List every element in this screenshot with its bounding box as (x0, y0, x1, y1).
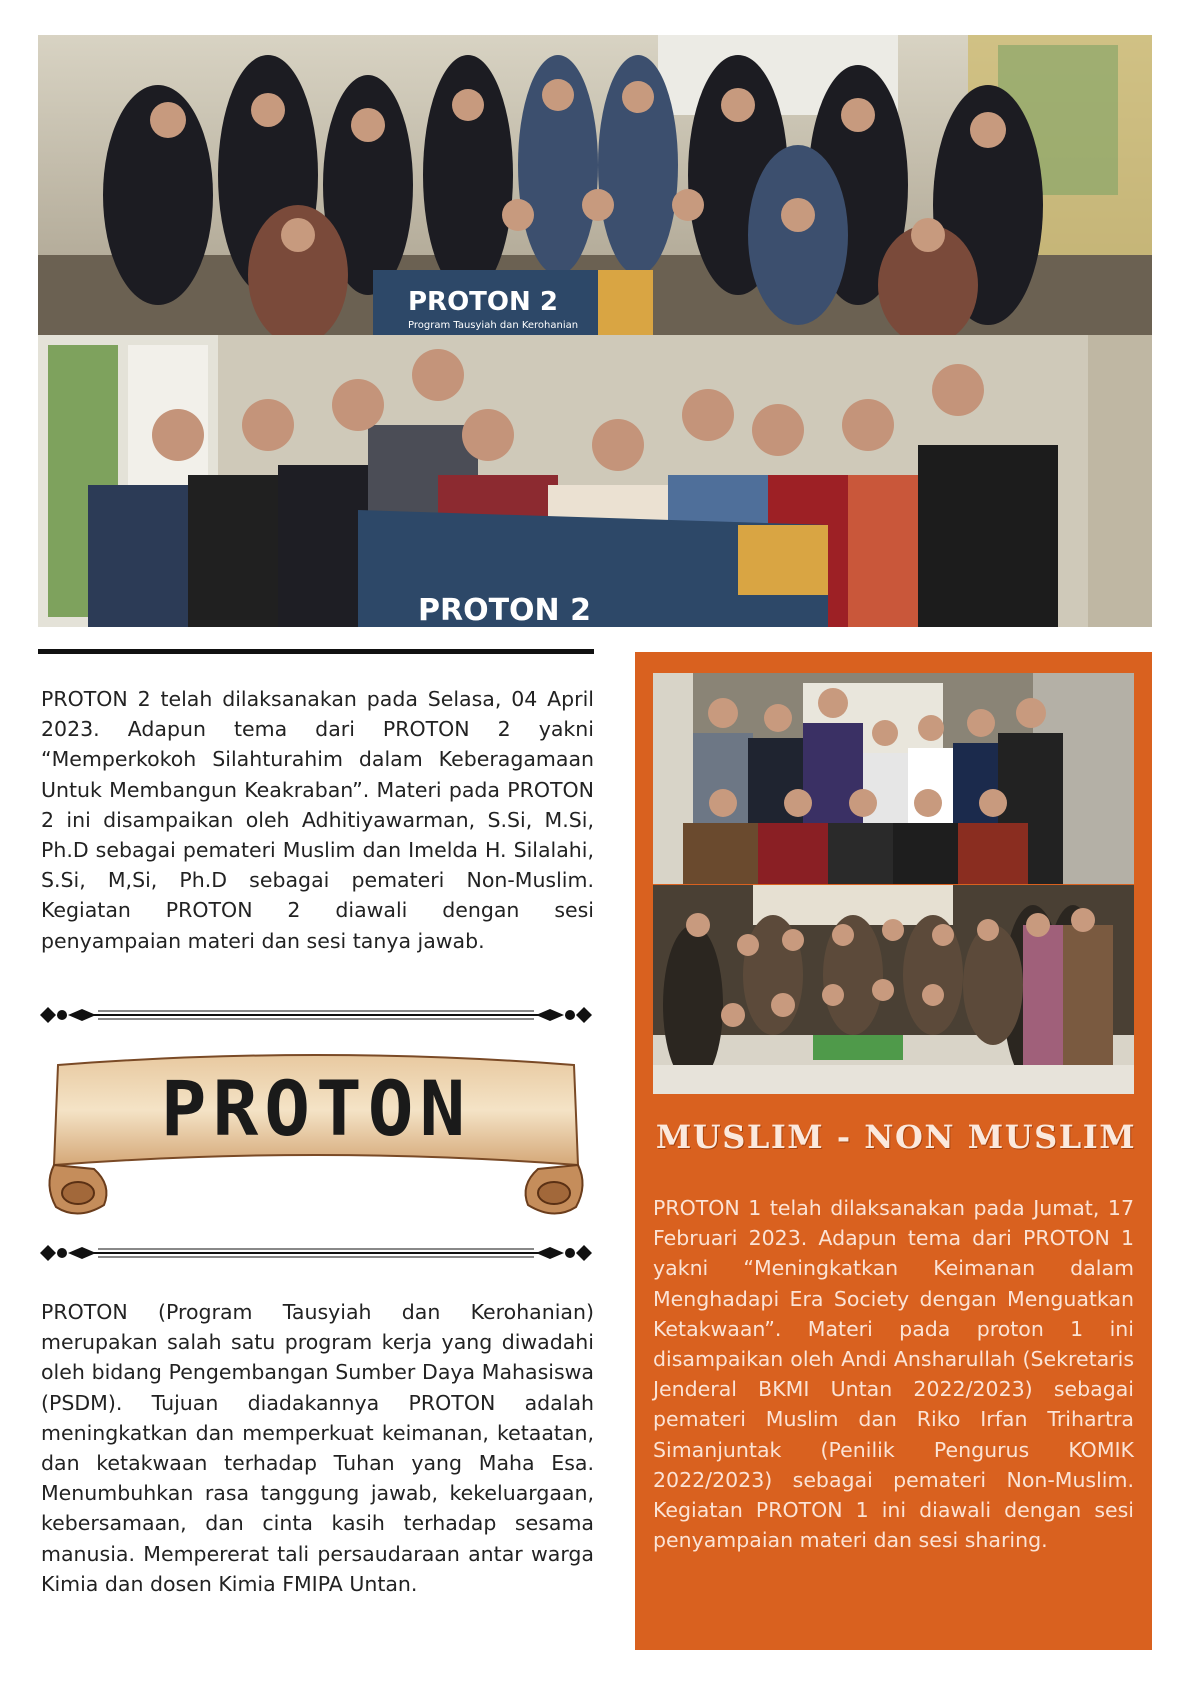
group-photo-proton1-a (653, 673, 1134, 884)
photo-banner-text-bottom: PROTON 2 (418, 593, 591, 627)
photo-banner-subtitle-top: Program Tausyiah dan Kerohanian (408, 320, 579, 331)
proton-scroll-banner (38, 1045, 594, 1225)
article-proton1: PROTON 1 telah dilaksanakan pada Jumat, 17 Februari 2023. Adapun tema dari PROTON 1 yakni “Meningkatkan Keimanan dalam Menghadapi Era Society dengan Menguatkan Ketakwaan”. Materi pada proton 1 ini disampaikan oleh Andi Ansharullah (Sekretaris Jenderal BKMI Untan 2022/2023) sebagai pemateri Muslim dan Riko Irfan Trihartra Simanjuntak (Penilik Pengurus KOMIK 2022/2023) sebagai pemateri Non-Muslim. Kegiatan PROTON 1 ini diawali dengan sesi penyampaian materi dan sesi sharing. (653, 1196, 1134, 1553)
group-photo-proton2-a (38, 35, 1152, 335)
article-proton-intro: PROTON (Program Tausyiah dan Kerohanian) merupakan salah satu program kerja yang diwadahi oleh bidang Pengembangan Sumber Daya Mahasiswa (PSDM). Tujuan diadakannya PROTON adalah meningkatkan dan memperkuat keimanan, ketaatan, dan ketakwaan terhadap Tuhan yang Maha Esa. Menumbuhkan rasa tanggung jawab, kekeluargaan, kebersamaan, dan cinta kasih terhadap sesama manusia. Mempererat tali persaudaraan antar warga Kimia dan dosen Kimia FMIPA Untan. (41, 1300, 594, 1596)
section-rule (38, 649, 594, 654)
ornament-divider-top (38, 1003, 594, 1027)
ornament-divider-bottom (38, 1241, 594, 1265)
photo-banner-text-top: PROTON 2 (408, 287, 558, 317)
scroll-banner-title: PROTON (160, 1064, 472, 1153)
group-photo-proton2-b (38, 335, 1152, 627)
article-proton2: PROTON 2 telah dilaksanakan pada Selasa, 04 April 2023. Adapun tema dari PROTON 2 yakni “Memperkokoh Silahturahim dalam Keberagamaan Untuk Membangun Keakraban”. Materi pada PROTON 2 ini disampaikan oleh Adhitiyawarman, S.Si, M.Si, Ph.D sebagai pemateri Muslim dan Imelda H. Silalahi, S.Si, M,Si, Ph.D sebagai pemateri Non-Muslim. Kegiatan PROTON 2 diawali dengan sesi penyampaian materi dan sesi tanya jawab. (41, 687, 594, 953)
panel-heading: MUSLIM - NON MUSLIM (655, 1118, 1137, 1156)
group-photo-proton1-b (653, 885, 1134, 1094)
